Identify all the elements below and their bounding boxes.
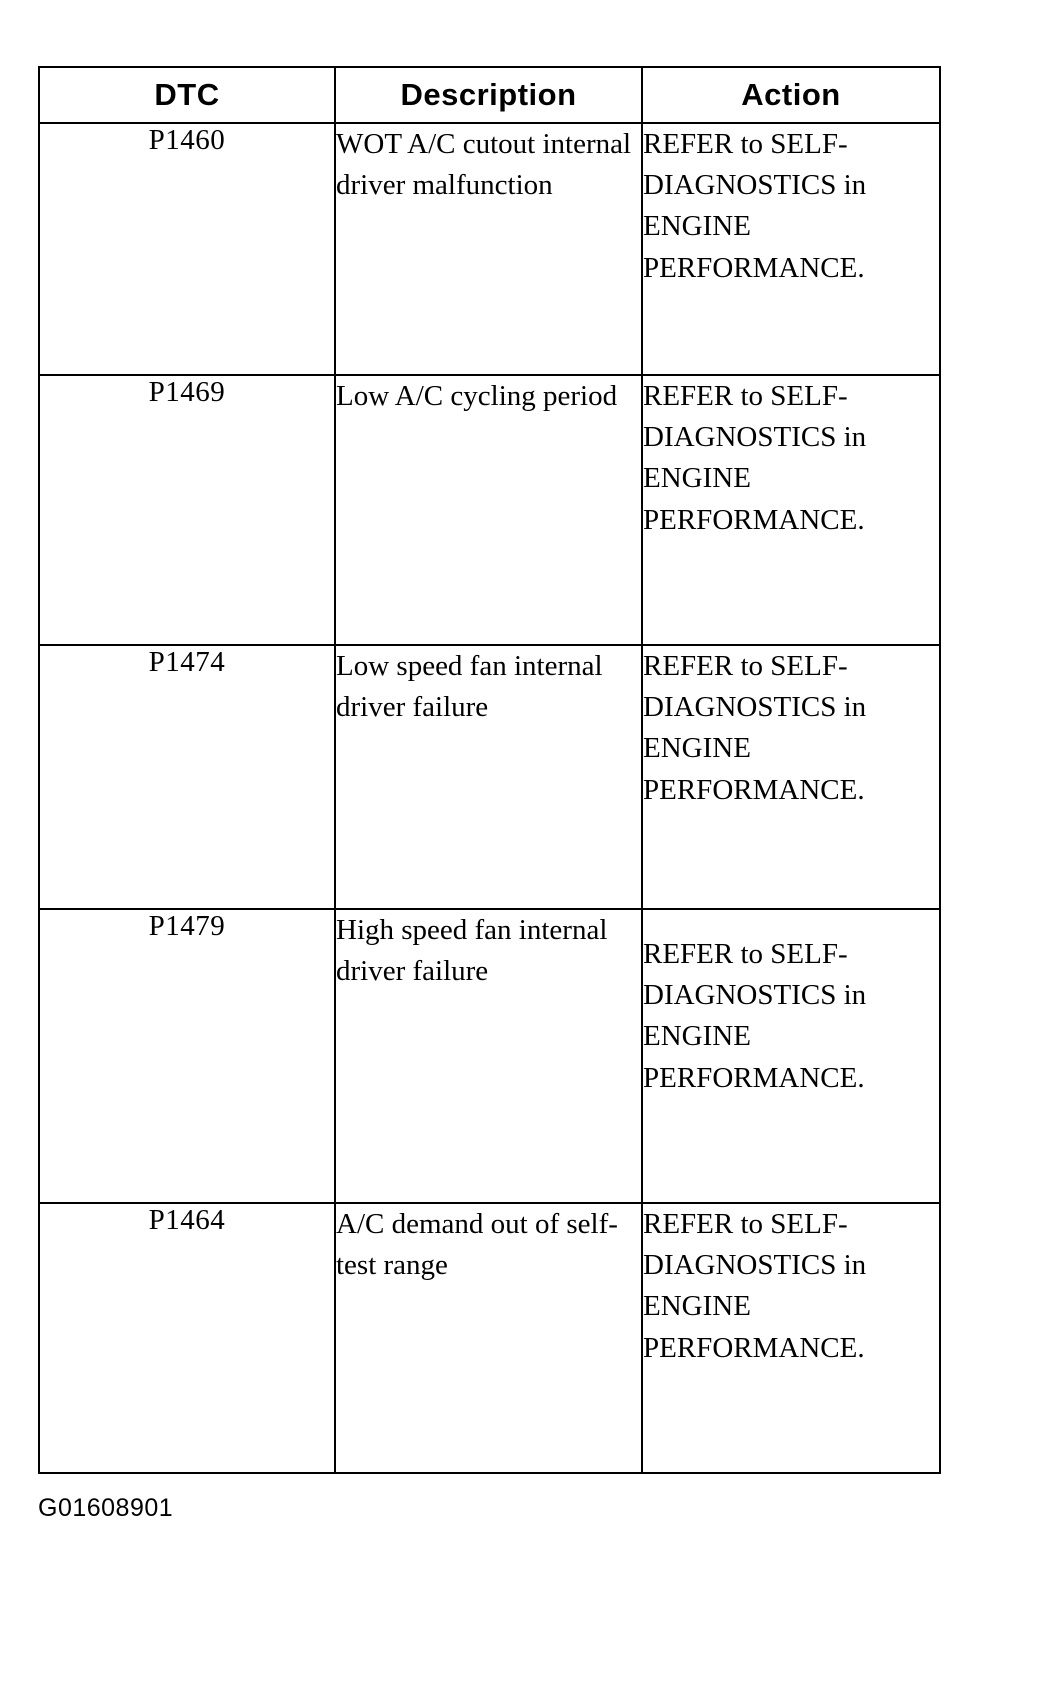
column-header-description: Description [335,67,642,123]
table-row [39,123,940,375]
cell-action: REFER to SELF-DIAGNOSTICS in ENGINE PERFORMANCE. [642,909,940,1203]
table-row [39,645,940,909]
table-body [39,123,940,1473]
cell-dtc: P1469 [39,375,335,645]
cell-description: Low speed fan internal driver failure [335,645,642,909]
table-row [39,909,940,1203]
column-header-dtc: DTC [39,67,335,123]
cell-description: WOT A/C cutout internal driver malfunction [335,123,642,375]
cell-description: High speed fan internal driver failure [335,909,642,1203]
cell-action: REFER to SELF-DIAGNOSTICS in ENGINE PERFORMANCE. [642,1203,940,1473]
table-header-row [39,67,940,123]
table-row [39,1203,940,1473]
cell-dtc: P1479 [39,909,335,1203]
column-header-action: Action [642,67,940,123]
table-header [39,67,940,123]
figure-id-label: G01608901 [38,1494,174,1522]
dtc-table [38,66,941,1474]
cell-action: REFER to SELF-DIAGNOSTICS in ENGINE PERFORMANCE. [642,123,940,375]
cell-dtc: P1474 [39,645,335,909]
cell-description: A/C demand out of self-test range [335,1203,642,1473]
cell-dtc: P1460 [39,123,335,375]
table-row [39,375,940,645]
cell-description: Low A/C cycling period [335,375,642,645]
cell-dtc: P1464 [39,1203,335,1473]
cell-action: REFER to SELF-DIAGNOSTICS in ENGINE PERFORMANCE. [642,645,940,909]
cell-action: REFER to SELF-DIAGNOSTICS in ENGINE PERFORMANCE. [642,375,940,645]
